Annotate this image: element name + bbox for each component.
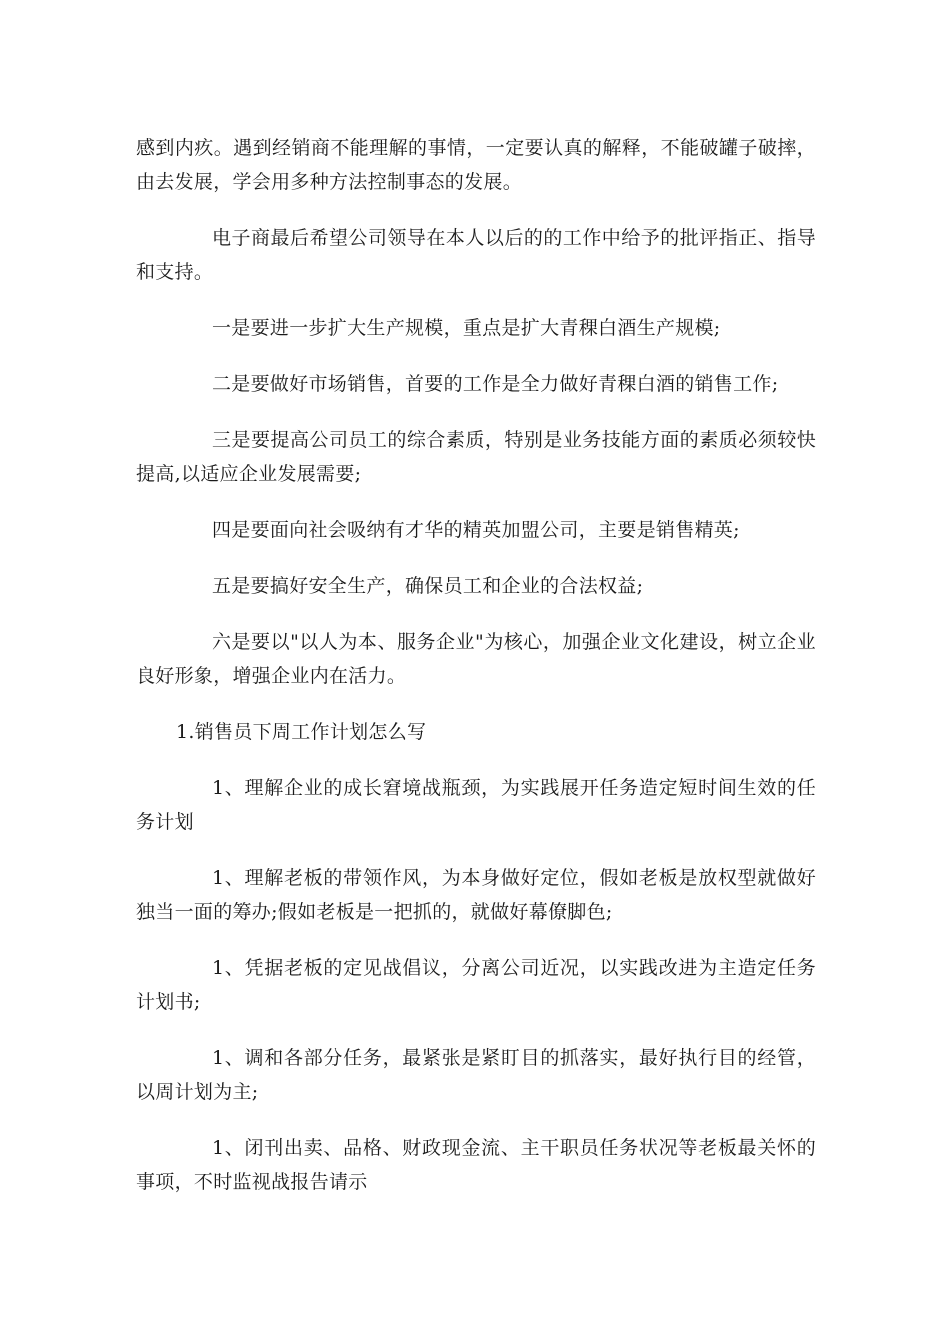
list-item-2: 二是要做好市场销售，首要的工作是全力做好青稞白酒的销售工作; — [212, 373, 779, 395]
list-item-6: 六是要以"以人为本、服务企业"为核心，加强企业文化建设，树立企业良好形象，增强企业内在活力。 — [136, 631, 816, 687]
plan-item-4: 1、调和各部分任务，最紧张是紧盯目的抓落实，最好执行目的经管，以周计划为主; — [136, 1047, 816, 1103]
document-body — [136, 131, 816, 1221]
section-heading: 1.销售员下周工作计划怎么写 — [176, 721, 427, 743]
plan-item-5: 1、闭刊出卖、品格、财政现金流、主干职员任务状况等老板最关怀的事项，不时监视战报告请示 — [136, 1137, 816, 1193]
paragraph-closing-request: 电子商最后希望公司领导在本人以后的的工作中给予的批评指正、指导和支持。 — [136, 227, 816, 283]
plan-item-3: 1、凭据老板的定见战倡议，分离公司近况，以实践改进为主造定任务计划书; — [136, 957, 816, 1013]
plan-item-1: 1、理解企业的成长窘境战瓶颈，为实践展开任务造定短时间生效的任务计划 — [136, 777, 816, 833]
list-item-5: 五是要搞好安全生产，确保员工和企业的合法权益; — [212, 575, 644, 597]
list-item-1: 一是要进一步扩大生产规模，重点是扩大青稞白酒生产规模; — [212, 317, 721, 339]
plan-item-2: 1、理解老板的带领作风，为本身做好定位，假如老板是放权型就做好独当一面的筹办;假如老板是一把抓的，就做好幕僚脚色; — [136, 867, 816, 923]
paragraph-continuation: 感到内疚。遇到经销商不能理解的事情，一定要认真的解释，不能破罐子破摔，由去发展，学会用多种方法控制事态的发展。 — [136, 137, 816, 193]
list-item-3: 三是要提高公司员工的综合素质，特别是业务技能方面的素质必须较快提高,以适应企业发展需要; — [136, 429, 816, 485]
list-item-4: 四是要面向社会吸纳有才华的精英加盟公司，主要是销售精英; — [212, 519, 740, 541]
